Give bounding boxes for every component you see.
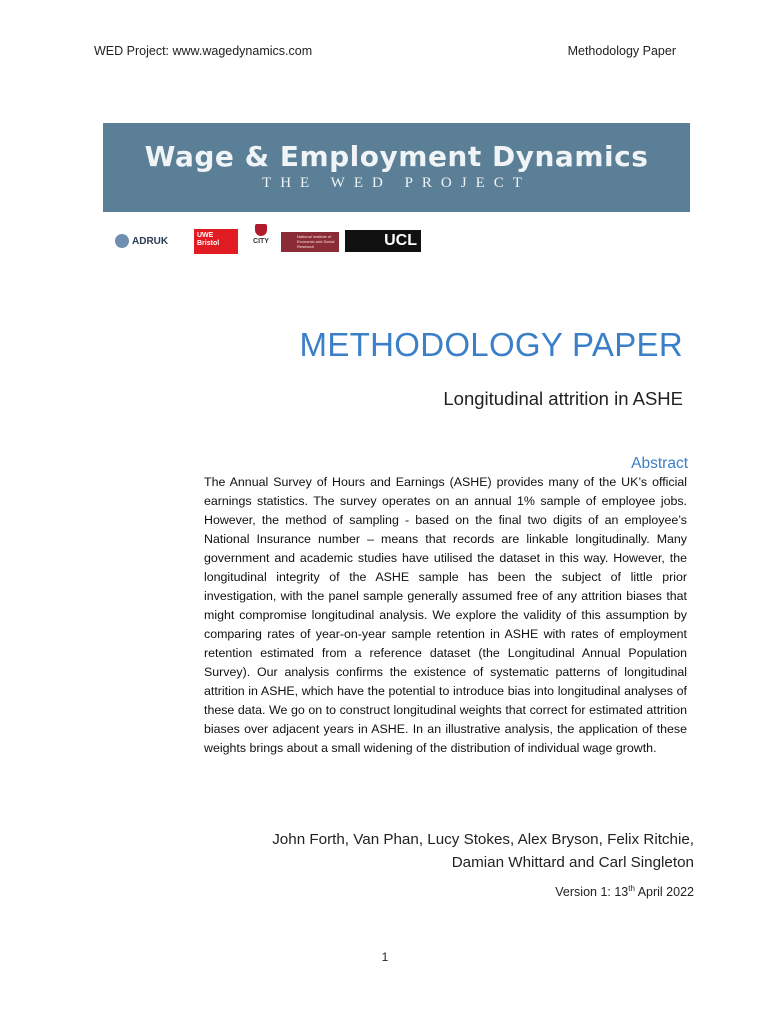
page-number: 1 <box>381 950 389 964</box>
page-title: METHODOLOGY PAPER <box>299 326 683 363</box>
paper-subtitle: Longitudinal attrition in ASHE <box>443 388 683 409</box>
project-banner <box>103 123 690 212</box>
banner-title: Wage & Employment Dynamics <box>144 139 649 173</box>
version-ordinal: th <box>628 884 635 893</box>
version-prefix: Version 1: 13 <box>555 885 629 900</box>
abstract-heading: Abstract <box>631 455 688 472</box>
header-website: WED Project: www.wagedynamics.com <box>94 44 313 58</box>
banner-subtitle: THE WED PROJECT <box>262 174 531 191</box>
adr-uk-logo-text: ADRUK <box>132 235 169 247</box>
partner-logos <box>115 224 435 256</box>
uwe-bristol-logo: UWE Bristol <box>194 229 238 254</box>
adr-uk-logo <box>115 232 195 250</box>
version-suffix: April 2022 <box>634 885 694 900</box>
author-list <box>214 828 694 874</box>
city-logo-text: CITY <box>253 238 269 245</box>
ucl-logo: UCL <box>345 230 421 252</box>
niesr-logo: National Institute of Economic and Social Research <box>281 232 339 252</box>
globe-icon <box>115 234 129 248</box>
author-line-1: John Forth, Van Phan, Lucy Stokes, Alex Bryson, Felix Ritchie, <box>272 831 694 848</box>
version-date <box>555 884 694 899</box>
author-line-2: Damian Whittard and Carl Singleton <box>451 854 694 871</box>
abstract-text: The Annual Survey of Hours and Earnings (ASHE) provides many of the UK’s official earnings statistics. The survey operates on an annual 1% sample of employee jobs. However, the method of sampling - based on the final two digits of an employee’s National Insurance number – means that records are linkable longitudinally. Many government and academic studies have utilised the dataset in this way. However, the longitudinal integrity of the ASHE sample has been the subject of little prior investigation, with the panel sample generally assumed free of any attrition biases that might compromise longitudinal analysis. We explore the validity of this assumption by comparing rates of year-on-year sample retention in ASHE with rates of employment retention estimated from a reference dataset (the Longitudinal Annual Population Survey). Our analysis confirms the existence of systematic patterns of longitudinal attrition in ASHE, which have the potential to introduce bias into longitudinal analyses of these data. We go on to construct longitudinal weights that correct for estimated attrition biases over adjacent years in ASHE. In an illustrative analysis, the application of these weights brings about a small widening of the distribution of individual wage growth. <box>204 475 687 755</box>
city-logo <box>249 224 273 254</box>
city-shield-icon <box>255 224 267 236</box>
header-doc-type: Methodology Paper <box>567 44 676 58</box>
